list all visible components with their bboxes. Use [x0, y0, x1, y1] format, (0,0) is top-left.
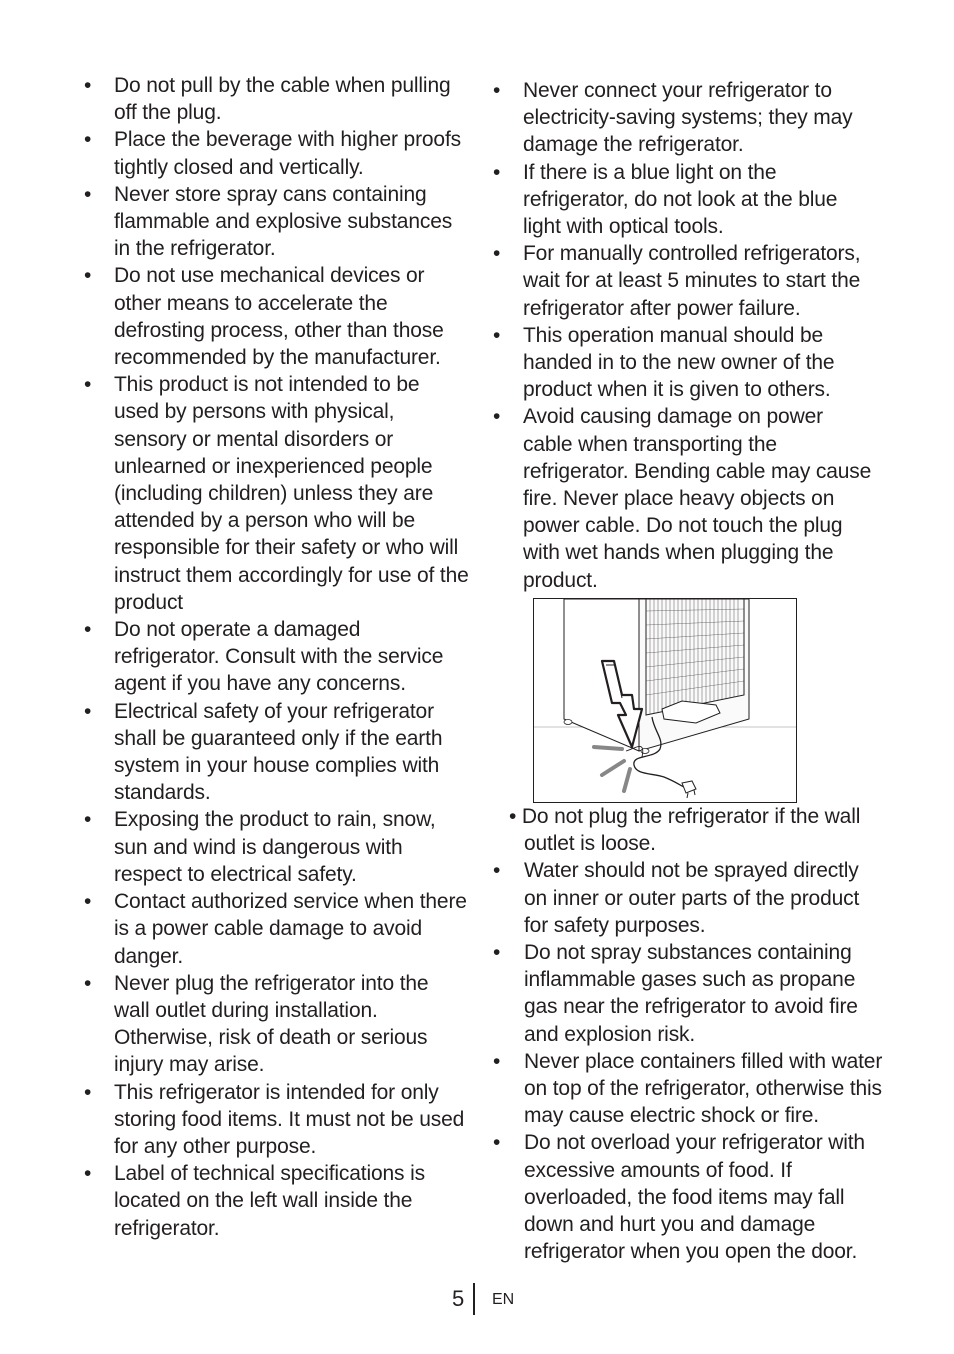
- list-item: • This operation manual should be handed in to the new owner of the product when it is given to others.: [523, 322, 878, 404]
- right-column-top: [523, 77, 878, 594]
- list-item: • Place the beverage with higher proofs tightly closed and vertically.: [114, 126, 469, 180]
- safety-list-left: [114, 72, 469, 1242]
- list-item: • Contact authorized service when there is a power cable damage to avoid danger.: [114, 888, 469, 970]
- list-item: • Electrical safety of your refrigerator shall be guaranteed only if the earth system in your house complies with standards.: [114, 698, 469, 807]
- list-item: • Do not overload your refrigerator with excessive amounts of food. If overloaded, the food items may fall down and hurt you and damage refrigerator when you open the door.: [524, 1129, 884, 1265]
- safety-list-right-top: [523, 77, 878, 594]
- list-item: • Do not spray substances containing inflammable gases such as propane gas near the refrigerator to avoid fire and explosion risk.: [524, 939, 884, 1048]
- language-code: EN: [492, 1291, 515, 1308]
- list-item: • For manually controlled refrigerators, wait for at least 5 minutes to start the refrigerator after power failure.: [523, 240, 878, 322]
- list-item: • This product is not intended to be used by persons with physical, sensory or mental disorders or unlearned or inexperienced people (including children) unless they are attended by a person who will be responsible for their safety or who will instruct them accordingly for use of the product: [114, 371, 469, 616]
- list-item: • If there is a blue light on the refrigerator, do not look at the blue light with optical tools.: [523, 159, 878, 241]
- list-item: • Never place containers filled with water on top of the refrigerator, otherwise this may cause electric shock or fire.: [524, 1048, 884, 1130]
- list-item: • This refrigerator is intended for only storing food items. It must not be used for any other purpose.: [114, 1079, 469, 1161]
- list-item: • Avoid causing damage on power cable when transporting the refrigerator. Bending cable may cause fire. Never place heavy objects on power cable. Do not touch the plug with wet hands when plugging the product.: [523, 403, 878, 593]
- list-item: • Do not pull by the cable when pulling off the plug.: [114, 72, 469, 126]
- list-item: • Label of technical specifications is located on the left wall inside the refrigerator.: [114, 1160, 469, 1242]
- right-column-bottom: [509, 803, 884, 1265]
- list-item: • Do not plug the refrigerator if the wall outlet is loose.: [509, 805, 861, 856]
- refrigerator-cable-figure: [533, 598, 797, 803]
- list-item: • Exposing the product to rain, snow, sun and wind is dangerous with respect to electrical safety.: [114, 806, 469, 888]
- list-item: • Never plug the refrigerator into the wall outlet during installation. Otherwise, risk of death or serious injury may arise.: [114, 970, 469, 1079]
- page-number: 5: [452, 1286, 465, 1311]
- left-column: [114, 72, 469, 1242]
- list-item: • Do not operate a damaged refrigerator. Consult with the service agent if you have any concerns.: [114, 616, 469, 698]
- footer-divider: [473, 1283, 475, 1315]
- list-item: • Never store spray cans containing flammable and explosive substances in the refrigerator.: [114, 181, 469, 263]
- safety-list-right-bottom: [509, 803, 884, 1265]
- list-item: • Water should not be sprayed directly on inner or outer parts of the product for safety purposes.: [524, 857, 884, 939]
- refrigerator-power-cable-warning-illustration: [534, 599, 797, 803]
- list-item: • Never connect your refrigerator to electricity-saving systems; they may damage the refrigerator.: [523, 77, 878, 159]
- list-item: • Do not use mechanical devices or other means to accelerate the defrosting process, other than those recommended by the manufacturer.: [114, 262, 469, 371]
